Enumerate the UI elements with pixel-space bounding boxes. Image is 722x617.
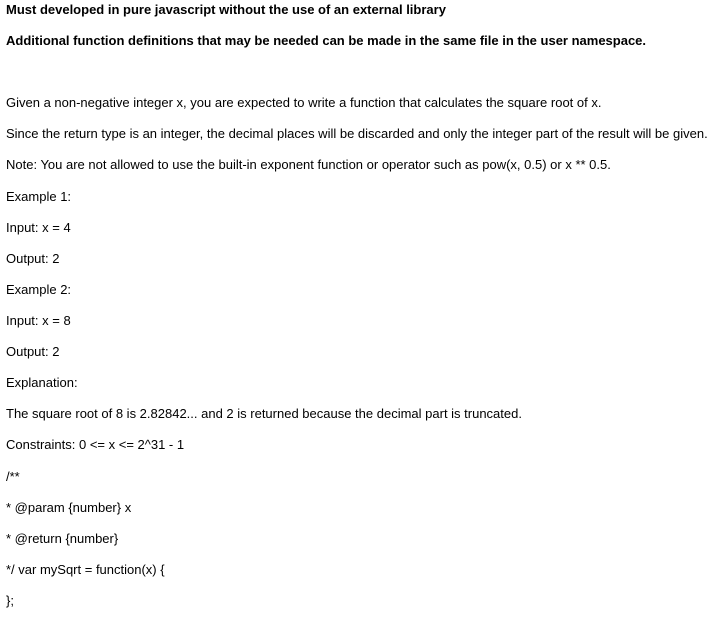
requirement-user-namespace: Additional function definitions that may be needed can be made in the same file in the user namespace. <box>6 33 647 48</box>
constraints: Constraints: 0 <= x <= 2^31 - 1 <box>6 437 185 452</box>
code-param-annotation: * @param {number} x <box>6 500 132 515</box>
problem-return-note: Since the return type is an integer, the decimal places will be discarded and only the integer part of the result will be given. <box>6 126 708 141</box>
example-2-heading: Example 2: <box>6 282 72 297</box>
example-2-output: Output: 2 <box>6 344 60 359</box>
example-1-input: Input: x = 4 <box>6 220 71 235</box>
explanation-heading: Explanation: <box>6 375 78 390</box>
code-comment-open: /** <box>6 469 20 484</box>
code-function-declaration: */ var mySqrt = function(x) { <box>6 562 165 577</box>
example-1-output: Output: 2 <box>6 251 60 266</box>
example-2-input: Input: x = 8 <box>6 313 71 328</box>
problem-description: Given a non-negative integer x, you are expected to write a function that calculates the square root of x. <box>6 95 602 110</box>
requirement-pure-javascript: Must developed in pure javascript without the use of an external library <box>6 2 446 17</box>
example-1-heading: Example 1: <box>6 189 72 204</box>
code-function-close: }; <box>6 593 14 608</box>
code-return-annotation: * @return {number} <box>6 531 119 546</box>
problem-restriction: Note: You are not allowed to use the built-in exponent function or operator such as pow(x, 0.5) or x ** 0.5. <box>6 157 611 172</box>
explanation-text: The square root of 8 is 2.82842... and 2 is returned because the decimal part is truncated. <box>6 406 522 421</box>
